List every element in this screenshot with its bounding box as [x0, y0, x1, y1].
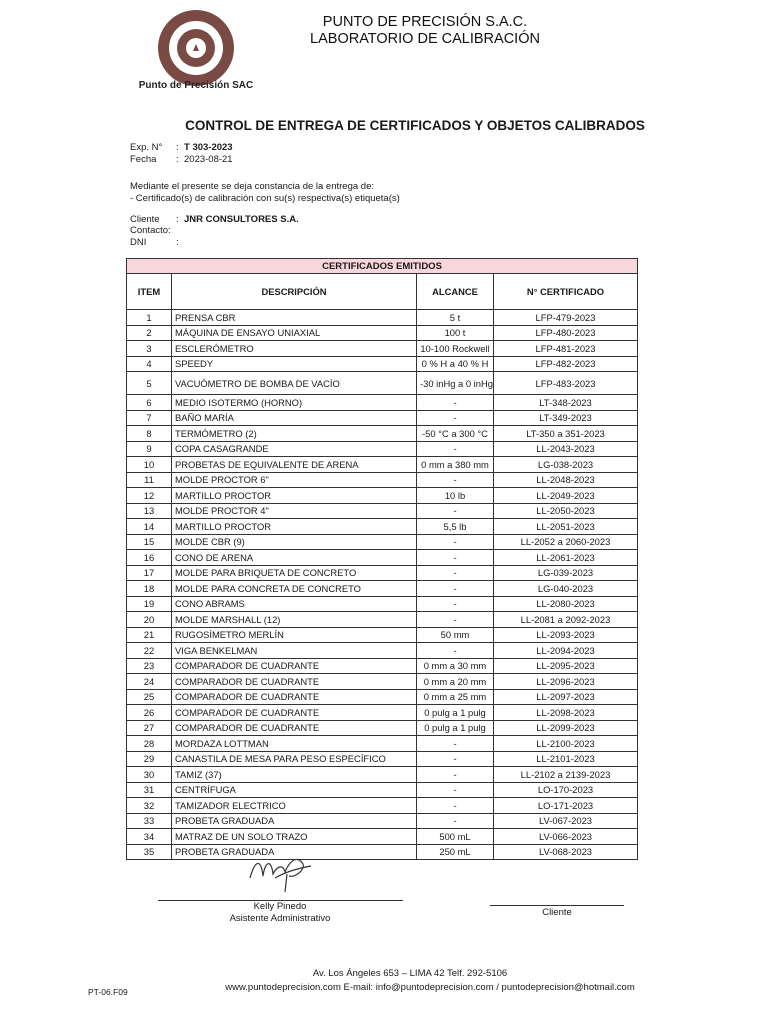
- cell-alcance: 0 pulg a 1 pulg: [417, 720, 494, 736]
- cell-alcance: -: [417, 395, 494, 411]
- cell-certificado: LFP-479-2023: [494, 310, 638, 326]
- cell-item: 35: [127, 844, 172, 860]
- cell-alcance: 100 t: [417, 325, 494, 341]
- cell-alcance: -: [417, 581, 494, 597]
- table-row: [127, 689, 638, 705]
- cell-certificado: LL-2101-2023: [494, 751, 638, 767]
- cell-alcance: -: [417, 472, 494, 488]
- cell-descripcion: MOLDE PROCTOR 4": [172, 503, 417, 519]
- table-row: [127, 534, 638, 550]
- cell-item: 4: [127, 356, 172, 372]
- header-item: ITEM: [127, 274, 172, 310]
- company-logo: [148, 10, 244, 106]
- logo-caption: Punto de Precisión SAC: [138, 80, 254, 91]
- cell-alcance: -: [417, 736, 494, 752]
- cell-certificado: LL-2080-2023: [494, 596, 638, 612]
- cell-alcance: -: [417, 782, 494, 798]
- dni-label: DNI: [130, 237, 147, 248]
- cell-certificado: LL-2097-2023: [494, 689, 638, 705]
- cell-alcance: 50 mm: [417, 627, 494, 643]
- cell-descripcion: ESCLERÓMETRO: [172, 341, 417, 357]
- cell-alcance: 500 mL: [417, 829, 494, 845]
- table-row: [127, 674, 638, 690]
- cell-alcance: 5,5 lb: [417, 519, 494, 535]
- cell-item: 17: [127, 565, 172, 581]
- cell-descripcion: MOLDE PARA CONCRETA DE CONCRETO: [172, 581, 417, 597]
- cell-certificado: LL-2052 a 2060-2023: [494, 534, 638, 550]
- table-row: [127, 410, 638, 426]
- table-row: [127, 751, 638, 767]
- company-header: [300, 14, 550, 48]
- dni-line: DNI :: [130, 237, 179, 248]
- cell-alcance: -30 inHg a 0 inHg: [417, 372, 494, 395]
- signature-line-right: [490, 905, 624, 906]
- cell-item: 22: [127, 643, 172, 659]
- cell-certificado: LT-349-2023: [494, 410, 638, 426]
- cell-certificado: LV-067-2023: [494, 813, 638, 829]
- header-descripcion: DESCRIPCIÓN: [172, 274, 417, 310]
- cell-certificado: LG-038-2023: [494, 457, 638, 473]
- cell-item: 11: [127, 472, 172, 488]
- company-subtitle: LABORATORIO DE CALIBRACIÓN: [310, 31, 540, 47]
- cell-descripcion: VACUÓMETRO DE BOMBA DE VACÍO: [172, 372, 417, 395]
- cell-alcance: -: [417, 441, 494, 457]
- cell-item: 3: [127, 341, 172, 357]
- table-row: [127, 627, 638, 643]
- cell-certificado: LL-2051-2023: [494, 519, 638, 535]
- fecha-value: 2023-08-21: [184, 154, 233, 165]
- cell-item: 2: [127, 325, 172, 341]
- table-row: [127, 767, 638, 783]
- cell-item: 16: [127, 550, 172, 566]
- signature-image: [245, 848, 315, 894]
- cell-alcance: -: [417, 813, 494, 829]
- cell-item: 9: [127, 441, 172, 457]
- table-row: [127, 798, 638, 814]
- table-row: [127, 844, 638, 860]
- company-name: PUNTO DE PRECISIÓN S.A.C.: [322, 14, 528, 30]
- cell-descripcion: PRENSA CBR: [172, 310, 417, 326]
- cell-alcance: -: [417, 751, 494, 767]
- cliente-value: JNR CONSULTORES S.A.: [184, 214, 299, 225]
- cell-descripcion: TAMIZ (37): [172, 767, 417, 783]
- footer-contact: www.puntodeprecision.com E-mail: info@puntodeprecision.com / puntodeprecision@hotmail.com: [225, 982, 635, 993]
- table-row: [127, 325, 638, 341]
- table-row: [127, 503, 638, 519]
- cell-certificado: LL-2050-2023: [494, 503, 638, 519]
- intro-line-1: Mediante el presente se deja constancia de la entrega de:: [130, 181, 374, 192]
- cell-descripcion: COMPARADOR DE CUADRANTE: [172, 658, 417, 674]
- cell-item: 29: [127, 751, 172, 767]
- cell-alcance: 0 mm a 380 mm: [417, 457, 494, 473]
- cell-item: 20: [127, 612, 172, 628]
- cell-certificado: LL-2081 a 2092-2023: [494, 612, 638, 628]
- cell-alcance: -: [417, 596, 494, 612]
- cell-descripcion: PROBETA GRADUADA: [172, 844, 417, 860]
- cell-item: 32: [127, 798, 172, 814]
- cell-certificado: LG-039-2023: [494, 565, 638, 581]
- cell-certificado: LV-066-2023: [494, 829, 638, 845]
- cell-certificado: LL-2048-2023: [494, 472, 638, 488]
- signer-role: Asistente Administrativo: [229, 913, 331, 924]
- table-row: [127, 705, 638, 721]
- cell-certificado: LL-2100-2023: [494, 736, 638, 752]
- certificates-table-wrap: [126, 258, 637, 860]
- intro-line-2: - Certificado(s) de calibración con su(s) respectiva(s) etiqueta(s): [130, 193, 400, 204]
- cell-alcance: -: [417, 534, 494, 550]
- certificates-table: [126, 258, 638, 860]
- cell-alcance: -: [417, 550, 494, 566]
- cell-descripcion: SPEEDY: [172, 356, 417, 372]
- cell-alcance: 5 t: [417, 310, 494, 326]
- header-alcance: ALCANCE: [417, 274, 494, 310]
- cell-certificado: LL-2098-2023: [494, 705, 638, 721]
- cliente-label: Cliente: [130, 214, 160, 225]
- cell-descripcion: MORDAZA LOTTMAN: [172, 736, 417, 752]
- cell-item: 27: [127, 720, 172, 736]
- table-row: [127, 658, 638, 674]
- cell-descripcion: MEDIO ISOTERMO (HORNO): [172, 395, 417, 411]
- signer-name: Kelly Pinedo: [253, 901, 307, 912]
- cell-descripcion: COMPARADOR DE CUADRANTE: [172, 674, 417, 690]
- cell-alcance: 0 mm a 30 mm: [417, 658, 494, 674]
- cell-descripcion: RUGOSÍMETRO MERLÍN: [172, 627, 417, 643]
- table-row: [127, 441, 638, 457]
- cell-descripcion: MOLDE PROCTOR 6": [172, 472, 417, 488]
- table-row: [127, 829, 638, 845]
- cell-alcance: 0 pulg a 1 pulg: [417, 705, 494, 721]
- exp-line: Exp. N° : T 303-2023: [130, 142, 233, 153]
- cell-certificado: LFP-483-2023: [494, 372, 638, 395]
- table-row: [127, 472, 638, 488]
- cell-item: 21: [127, 627, 172, 643]
- cell-item: 31: [127, 782, 172, 798]
- document-title: CONTROL DE ENTREGA DE CERTIFICADOS Y OBJETOS CALIBRADOS: [185, 118, 645, 133]
- exp-label: Exp. N°: [130, 142, 163, 153]
- cell-alcance: 0 % H a 40 % H: [417, 356, 494, 372]
- cliente-line: Cliente : JNR CONSULTORES S.A.: [130, 214, 299, 225]
- table-row: [127, 643, 638, 659]
- footer-address: Av. Los Ángeles 653 – LIMA 42 Telf. 292-5106: [312, 968, 508, 979]
- table-row: [127, 310, 638, 326]
- cell-descripcion: COMPARADOR DE CUADRANTE: [172, 720, 417, 736]
- cell-certificado: LT-348-2023: [494, 395, 638, 411]
- cell-item: 28: [127, 736, 172, 752]
- table-row: [127, 372, 638, 395]
- cell-item: 25: [127, 689, 172, 705]
- cell-descripcion: PROBETA GRADUADA: [172, 813, 417, 829]
- cell-item: 30: [127, 767, 172, 783]
- cell-item: 15: [127, 534, 172, 550]
- cell-descripcion: MOLDE CBR (9): [172, 534, 417, 550]
- cell-certificado: LG-040-2023: [494, 581, 638, 597]
- cell-certificado: LL-2096-2023: [494, 674, 638, 690]
- cell-alcance: -: [417, 643, 494, 659]
- fecha-label: Fecha: [130, 154, 157, 165]
- cell-descripcion: CANASTILA DE MESA PARA PESO ESPECÍFICO: [172, 751, 417, 767]
- table-row: [127, 813, 638, 829]
- cell-alcance: 0 mm a 20 mm: [417, 674, 494, 690]
- cell-descripcion: COMPARADOR DE CUADRANTE: [172, 705, 417, 721]
- cell-item: 19: [127, 596, 172, 612]
- cell-descripcion: MARTILLO PROCTOR: [172, 519, 417, 535]
- cell-alcance: -: [417, 503, 494, 519]
- cell-descripcion: COMPARADOR DE CUADRANTE: [172, 689, 417, 705]
- cell-alcance: -: [417, 612, 494, 628]
- cell-item: 1: [127, 310, 172, 326]
- cell-alcance: 250 mL: [417, 844, 494, 860]
- table-row: [127, 341, 638, 357]
- cell-descripcion: MÁQUINA DE ENSAYO UNIAXIAL: [172, 325, 417, 341]
- cell-descripcion: MATRAZ DE UN SOLO TRAZO: [172, 829, 417, 845]
- cell-certificado: LL-2049-2023: [494, 488, 638, 504]
- cell-certificado: LO-171-2023: [494, 798, 638, 814]
- contacto-label: Contacto:: [130, 225, 171, 236]
- exp-value: T 303-2023: [184, 142, 233, 153]
- cell-item: 12: [127, 488, 172, 504]
- cell-alcance: -50 °C a 300 °C: [417, 426, 494, 442]
- cell-item: 13: [127, 503, 172, 519]
- cell-certificado: LFP-480-2023: [494, 325, 638, 341]
- cell-descripcion: TERMÓMETRO (2): [172, 426, 417, 442]
- cell-alcance: -: [417, 565, 494, 581]
- cell-item: 24: [127, 674, 172, 690]
- cell-item: 7: [127, 410, 172, 426]
- cell-certificado: LL-2102 a 2139-2023: [494, 767, 638, 783]
- table-row: [127, 519, 638, 535]
- table-row: [127, 720, 638, 736]
- cell-descripcion: MARTILLO PROCTOR: [172, 488, 417, 504]
- cell-descripcion: COPA CASAGRANDE: [172, 441, 417, 457]
- table-row: [127, 550, 638, 566]
- cell-certificado: LFP-482-2023: [494, 356, 638, 372]
- cell-alcance: -: [417, 410, 494, 426]
- cell-descripcion: MOLDE PARA BRIQUETA DE CONCRETO: [172, 565, 417, 581]
- cell-descripcion: CONO DE ARENA: [172, 550, 417, 566]
- table-row: [127, 426, 638, 442]
- cell-item: 26: [127, 705, 172, 721]
- table-group-title: CERTIFICADOS EMITIDOS: [127, 259, 638, 274]
- table-row: [127, 612, 638, 628]
- cell-certificado: LL-2095-2023: [494, 658, 638, 674]
- table-row: [127, 581, 638, 597]
- form-code: PT-06.F09: [88, 987, 128, 997]
- client-signature-label: Cliente: [542, 907, 572, 918]
- table-row: [127, 565, 638, 581]
- cell-descripcion: TAMIZADOR ELECTRICO: [172, 798, 417, 814]
- cell-descripcion: VIGA BENKELMAN: [172, 643, 417, 659]
- fecha-line: Fecha : 2023-08-21: [130, 154, 233, 165]
- cell-certificado: LL-2094-2023: [494, 643, 638, 659]
- table-body: [127, 310, 638, 860]
- cell-certificado: LO-170-2023: [494, 782, 638, 798]
- table-row: [127, 457, 638, 473]
- cell-descripcion: BAÑO MARÍA: [172, 410, 417, 426]
- cell-item: 10: [127, 457, 172, 473]
- cell-alcance: -: [417, 798, 494, 814]
- cell-item: 34: [127, 829, 172, 845]
- cell-item: 18: [127, 581, 172, 597]
- cell-item: 6: [127, 395, 172, 411]
- table-row: [127, 596, 638, 612]
- cell-certificado: LT-350 a 351-2023: [494, 426, 638, 442]
- cell-certificado: LFP-481-2023: [494, 341, 638, 357]
- cell-certificado: LL-2043-2023: [494, 441, 638, 457]
- table-row: [127, 488, 638, 504]
- cell-descripcion: PROBETAS DE EQUIVALENTE DE ARENA: [172, 457, 417, 473]
- cell-certificado: LL-2093-2023: [494, 627, 638, 643]
- cell-alcance: -: [417, 767, 494, 783]
- cell-descripcion: CENTRÍFUGA: [172, 782, 417, 798]
- cell-descripcion: CONO ABRAMS: [172, 596, 417, 612]
- cell-item: 23: [127, 658, 172, 674]
- cell-item: 14: [127, 519, 172, 535]
- cell-certificado: LV-068-2023: [494, 844, 638, 860]
- table-row: [127, 395, 638, 411]
- table-row: [127, 782, 638, 798]
- header-certificado: N° CERTIFICADO: [494, 274, 638, 310]
- table-row: [127, 736, 638, 752]
- cell-alcance: 0 mm a 25 mm: [417, 689, 494, 705]
- cell-alcance: 10 lb: [417, 488, 494, 504]
- cell-descripcion: MOLDE MARSHALL (12): [172, 612, 417, 628]
- cell-alcance: 10-100 Rockwell: [417, 341, 494, 357]
- cell-item: 8: [127, 426, 172, 442]
- cell-certificado: LL-2099-2023: [494, 720, 638, 736]
- cell-item: 5: [127, 372, 172, 395]
- cell-certificado: LL-2061-2023: [494, 550, 638, 566]
- cell-item: 33: [127, 813, 172, 829]
- table-row: [127, 356, 638, 372]
